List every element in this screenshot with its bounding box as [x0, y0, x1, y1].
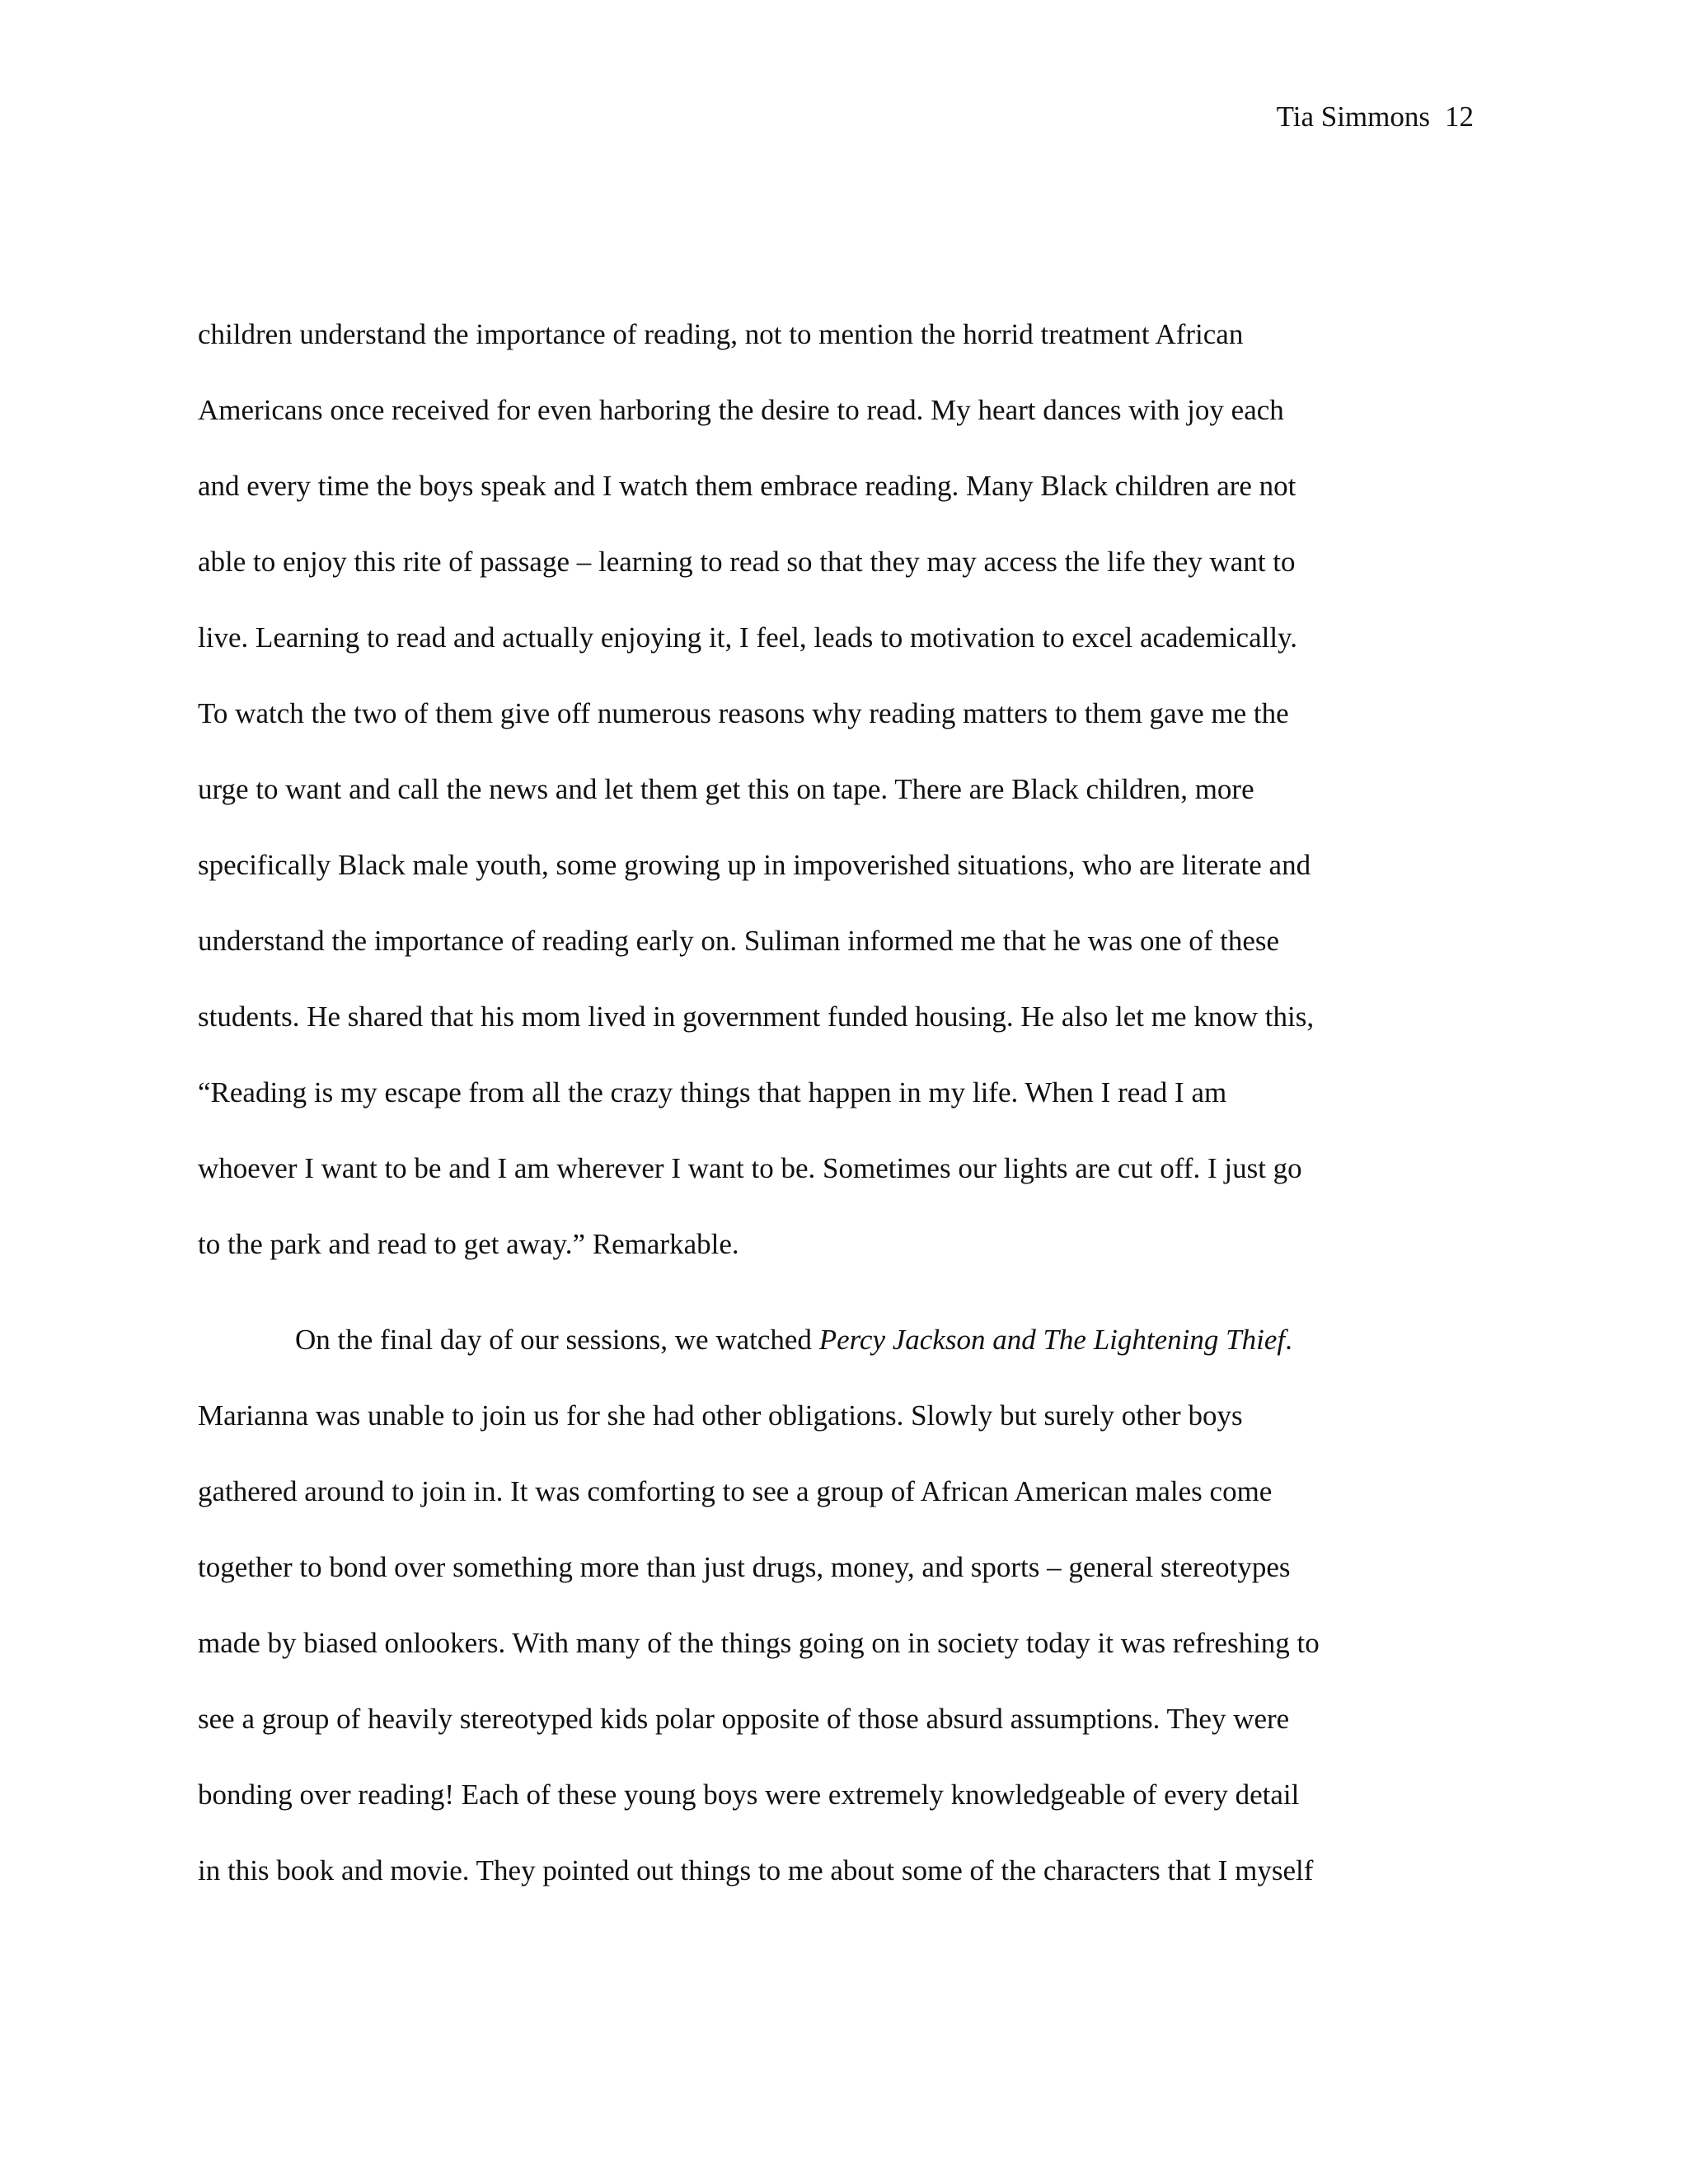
text-line: to the park and read to get away.” Remarkable.	[198, 1228, 739, 1260]
paragraph-2	[198, 1302, 1517, 1909]
text-line: whoever I want to be and I am wherever I want to be. Sometimes our lights are cut off. I just go	[198, 1152, 1302, 1184]
header-page-number: 12	[1445, 101, 1474, 133]
text-line: To watch the two of them give off numerous reasons why reading matters to them gave me the	[198, 697, 1289, 729]
text-line: children understand the importance of reading, not to mention the horrid treatment African	[198, 318, 1244, 350]
book-title: Percy Jackson and The Lightening Thief	[818, 1324, 1286, 1356]
body-text	[198, 297, 1517, 1909]
text-line: “Reading is my escape from all the crazy things that happen in my life. When I read I am	[198, 1076, 1227, 1108]
text-span: .	[1285, 1324, 1292, 1356]
text-line: made by biased onlookers. With many of the things going on in society today it was refreshing to	[198, 1627, 1320, 1659]
text-line: together to bond over something more than just drugs, money, and sports – general stereotypes	[198, 1551, 1291, 1583]
text-line: see a group of heavily stereotyped kids polar opposite of those absurd assumptions. They were	[198, 1703, 1290, 1735]
text-line: understand the importance of reading early on. Suliman informed me that he was one of these	[198, 925, 1280, 957]
text-line: urge to want and call the news and let them get this on tape. There are Black children, more	[198, 773, 1254, 805]
paragraph-1	[198, 297, 1517, 1282]
header-author: Tia Simmons	[1276, 101, 1430, 133]
text-line: able to enjoy this rite of passage – learning to read so that they may access the life they want to	[198, 546, 1296, 578]
text-line: in this book and movie. They pointed out things to me about some of the characters that I myself	[198, 1854, 1314, 1886]
text-line: gathered around to join in. It was comforting to see a group of African American males come	[198, 1475, 1273, 1507]
text-line: Marianna was unable to join us for she had other obligations. Slowly but surely other boys	[198, 1399, 1243, 1432]
text-line: bonding over reading! Each of these young boys were extremely knowledgeable of every detail	[198, 1779, 1300, 1811]
text-line: and every time the boys speak and I watch them embrace reading. Many Black children are not	[198, 470, 1296, 502]
paragraph-spacer	[198, 1282, 1517, 1302]
text-line: live. Learning to read and actually enjoying it, I feel, leads to motivation to excel academically.	[198, 621, 1298, 654]
running-header	[1277, 97, 1474, 137]
text-line: students. He shared that his mom lived in government funded housing. He also let me know this,	[198, 1001, 1315, 1033]
text-line-first	[198, 1302, 1517, 1378]
text-line: Americans once received for even harboring the desire to read. My heart dances with joy each	[198, 394, 1284, 426]
text-span: On the final day of our sessions, we watched	[295, 1324, 819, 1356]
text-line: specifically Black male youth, some growing up in impoverished situations, who are literate and	[198, 849, 1311, 881]
